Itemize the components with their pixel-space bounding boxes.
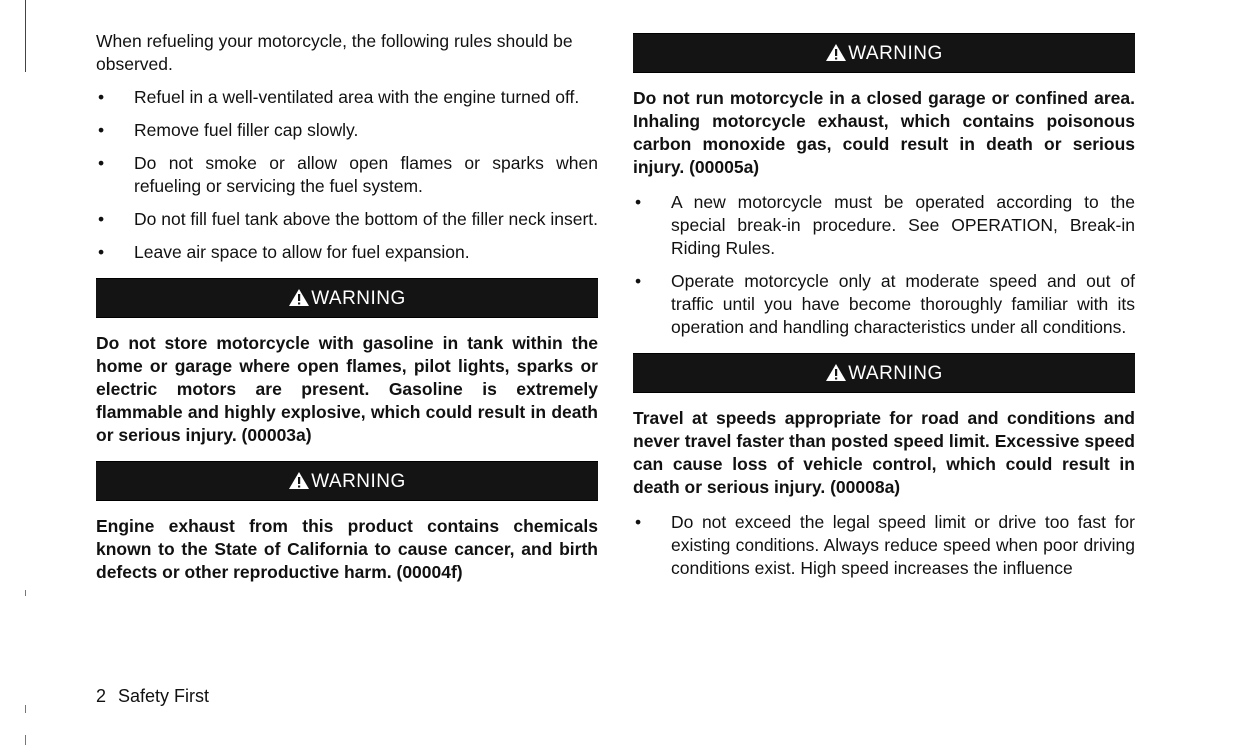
list-item: • Leave air space to allow for fuel expansion. xyxy=(98,242,470,262)
intro-paragraph: When refueling your motorcycle, the following rules should be observed. xyxy=(96,31,573,74)
list-item: • Refuel in a well-ventilated area with the engine turned off. xyxy=(98,87,580,107)
bullet-glyph: • xyxy=(635,192,642,212)
warning-text: Do not store motorcycle with gasoline in tank within the home or garage where open flames, pilot lights, sparks or electric motors are present. Gasoline is extremely flammable and highly explosive, which could result in death or serious injury. (00003a) xyxy=(96,333,598,445)
warning-text: Do not run motorcycle in a closed garage or confined area. Inhaling motorcycle exhaust, which contains poisonous carbon monoxide gas, could result in death or serious injury. (00005a) xyxy=(633,88,1135,177)
warning-banner xyxy=(633,353,1135,393)
list-item: • Do not exceed the legal speed limit or drive too fast for existing conditions. Always reduce speed when poor driving conditions exist. High speed increases the influence xyxy=(635,512,1135,578)
warning-triangle-icon xyxy=(288,288,310,307)
warning-triangle-icon xyxy=(825,43,847,62)
bullet-glyph: • xyxy=(635,271,642,291)
bullet-glyph: • xyxy=(98,153,105,173)
list-item: • Operate motorcycle only at moderate speed and out of traffic until you have become thoroughly familiar with its operation and handling characteristics under all conditions. xyxy=(635,271,1135,337)
warning-label: WARNING xyxy=(848,362,943,384)
warning-label: WARNING xyxy=(311,287,406,309)
bullet-glyph: • xyxy=(98,120,105,140)
warning-banner xyxy=(96,278,598,318)
warning-label: WARNING xyxy=(311,470,406,492)
binding-margin-line xyxy=(25,0,26,72)
warning-banner xyxy=(96,461,598,501)
warning-text: Travel at speeds appropriate for road and conditions and never travel faster than posted speed limit. Excessive speed can cause loss of vehicle control, which could result in death or serious injury. (00008a) xyxy=(633,408,1135,497)
bullet-glyph: • xyxy=(635,512,642,532)
right-column xyxy=(633,30,1135,590)
warning-text: Engine exhaust from this product contains chemicals known to the State of California to cause cancer, and birth defects or other reproductive harm. (00004f) xyxy=(96,516,598,582)
speed-list xyxy=(633,511,1135,580)
list-item: • A new motorcycle must be operated according to the special break-in procedure. See OPERATION, Break-in Riding Rules. xyxy=(635,192,1135,258)
binding-margin-tick xyxy=(25,735,26,745)
break-in-list xyxy=(633,191,1135,339)
warning-triangle-icon xyxy=(825,363,847,382)
binding-margin-tick xyxy=(25,705,26,713)
left-column xyxy=(96,30,598,596)
warning-banner xyxy=(633,33,1135,73)
binding-margin-tick xyxy=(25,590,26,596)
page-number: 2 xyxy=(96,686,107,706)
warning-triangle-icon xyxy=(288,471,310,490)
page-footer xyxy=(96,685,209,708)
section-title: Safety First xyxy=(118,686,210,706)
list-item: • Do not fill fuel tank above the bottom of the filler neck insert. xyxy=(98,209,598,229)
list-item: • Remove fuel filler cap slowly. xyxy=(98,120,359,140)
warning-label: WARNING xyxy=(848,42,943,64)
bullet-glyph: • xyxy=(98,209,105,229)
refuel-rules-list xyxy=(96,86,598,264)
bullet-glyph: • xyxy=(98,242,105,262)
list-item: • Do not smoke or allow open flames or sparks when refueling or servicing the fuel system. xyxy=(98,153,598,196)
bullet-glyph: • xyxy=(98,87,105,107)
